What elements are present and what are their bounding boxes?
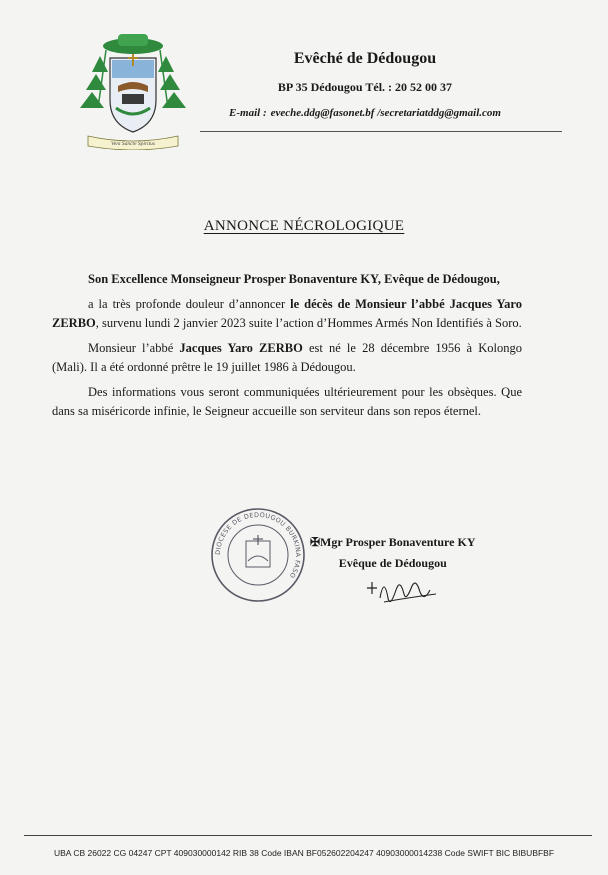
org-address: BP 35 Dédougou Tél. : 20 52 00 37 (277, 80, 453, 94)
email-address[interactable]: eveche.ddg@fasonet.bf /secretariatddg@gmail.com (270, 107, 501, 119)
announcement-body (52, 270, 522, 427)
bank-details: UBA CB 26022 CG 04247 CPT 409030000142 RIB 38 Code IBAN BF052602204247 40903000014238 Code SWIFT BIC BIBUBFBF (53, 848, 555, 858)
signatory-name: ✠Mgr Prosper Bonaventure KY (310, 535, 476, 549)
paragraph-1: Son Excellence Monseigneur Prosper Bonaventure KY, Evêque de Dédougou, (88, 272, 500, 286)
document-title: ANNONCE NÉCROLOGIQUE (203, 218, 405, 234)
footer-divider (24, 835, 592, 836)
signatory-block (310, 535, 476, 571)
official-stamp-icon (208, 505, 308, 605)
header-divider (200, 131, 562, 132)
letterhead (200, 50, 530, 119)
org-email-line (200, 107, 530, 119)
stamp-text: DIOCESE DE DEDOUGOU BURKINA FASO (213, 510, 303, 580)
org-name: Evêché de Dédougou (293, 50, 437, 67)
coat-of-arms-icon (78, 28, 188, 150)
signatory-title: Evêque de Dédougou (338, 556, 447, 570)
coat-motto: Veni Sancte Spiritus (111, 141, 155, 147)
paragraph-4: Des informations vous seront communiquées ultérieurement pour les obsèques. Que dans sa miséricorde infinie, le Seigneur accueille son serviteur dans son repos éternel. (52, 385, 522, 418)
paragraph-3: Monsieur l’abbé Jacques Yaro ZERBO est né le 28 décembre 1956 à Kolongo (Mali). Il a été ordonné prêtre le 19 juillet 1986 à Dédougou. (52, 341, 522, 374)
handwritten-signature-icon (366, 568, 446, 618)
paragraph-2: a la très profonde douleur d’annoncer le décès de Monsieur l’abbé Jacques Yaro ZERBO, survenu lundi 2 janvier 2023 suite l’action d’Hommes Armés Non Identifiés à Soro. (52, 297, 522, 330)
email-label: E-mail : (229, 107, 267, 119)
